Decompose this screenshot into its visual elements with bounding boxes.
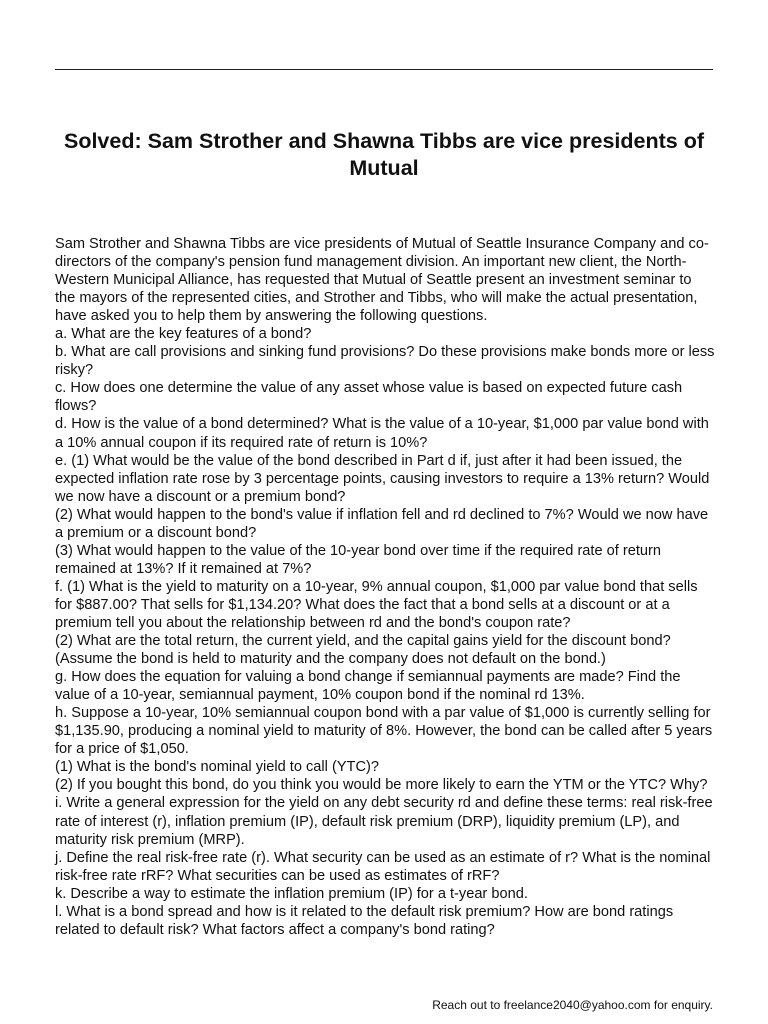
header-rule (55, 69, 713, 70)
question-f1: f. (1) What is the yield to maturity on a 10-year, 9% annual coupon, $1,000 par value bond that sells for $887.00? That sells for $1,134.20? What does the fact that a bond sells at a discount or at a premium tell you about the relationship between rd and the bond's coupon rate? (55, 578, 698, 631)
question-e2: (2) What would happen to the bond's value if inflation fell and rd declined to 7%? Would we now have a premium or a discount bond? (55, 506, 709, 541)
question-b: b. What are call provisions and sinking fund provisions? Do these provisions make bonds more or less risky? (55, 344, 715, 379)
question-h: h. Suppose a 10-year, 10% semiannual coupon bond with a par value of $1,000 is currently selling for $1,135.90, producing a nominal yield to maturity of 8%. However, the bond can be called after 5 years for a price of $1,050. (55, 705, 713, 758)
question-d: d. How is the value of a bond determined? What is the value of a 10-year, $1,000 par value bond with a 10% annual coupon if its required rate of return is 10%? (55, 416, 709, 451)
page-title: Solved: Sam Strother and Shawna Tibbs are vice presidents of Mutual (63, 129, 704, 180)
question-e1: e. (1) What would be the value of the bond described in Part d if, just after it had been issued, the expected inflation rate rose by 3 percentage points, causing investors to require a 13% return? Would we now have a discount or a premium bond? (55, 452, 710, 505)
question-i: i. Write a general expression for the yield on any debt security rd and define these terms: real risk-free rate of interest (r), inflation premium (IP), default risk premium (DRP), liquidity premium (LP), and maturity risk premium (MRP). (55, 795, 713, 848)
question-l: l. What is a bond spread and how is it related to the default risk premium? How are bond ratings related to default risk? What factors affect a company's bond rating? (55, 903, 674, 938)
question-f2: (2) What are the total return, the current yield, and the capital gains yield for the discount bond? (Assume the bond is held to maturity and the company does not default on the bond.) (55, 633, 671, 668)
question-h2: (2) If you bought this bond, do you think you would be more likely to earn the YTM or the YTC? Why? (55, 777, 708, 794)
question-a: a. What are the key features of a bond? (55, 326, 312, 343)
intro-paragraph: Sam Strother and Shawna Tibbs are vice presidents of Mutual of Seattle Insurance Company and co-directors of the company's pension fund management division. An important new client, the North-Western Municipal Alliance, has requested that Mutual of Seattle present an investment seminar to the mayors of the represented cities, and Strother and Tibbs, who will make the actual presentation, have asked you to help them by answering the following questions. (55, 236, 709, 325)
footer-contact: Reach out to freelance2040@yahoo.com for enquiry. (432, 998, 713, 1012)
question-g: g. How does the equation for valuing a bond change if semiannual payments are made? Find the value of a 10-year, semiannual payment, 10% coupon bond if the nominal rd 13%. (55, 669, 681, 704)
question-k: k. Describe a way to estimate the inflation premium (IP) for a t-year bond. (55, 885, 528, 902)
document-body (55, 235, 715, 939)
question-j: j. Define the real risk-free rate (r). What security can be used as an estimate of r? What is the nominal risk-free rate rRF? What securities can be used as estimates of rRF? (55, 849, 711, 884)
question-e3: (3) What would happen to the value of the 10-year bond over time if the required rate of return remained at 13%? If it remained at 7%? (55, 542, 661, 577)
question-c: c. How does one determine the value of any asset whose value is based on expected future cash flows? (55, 380, 683, 415)
question-h1: (1) What is the bond's nominal yield to call (YTC)? (55, 759, 379, 776)
